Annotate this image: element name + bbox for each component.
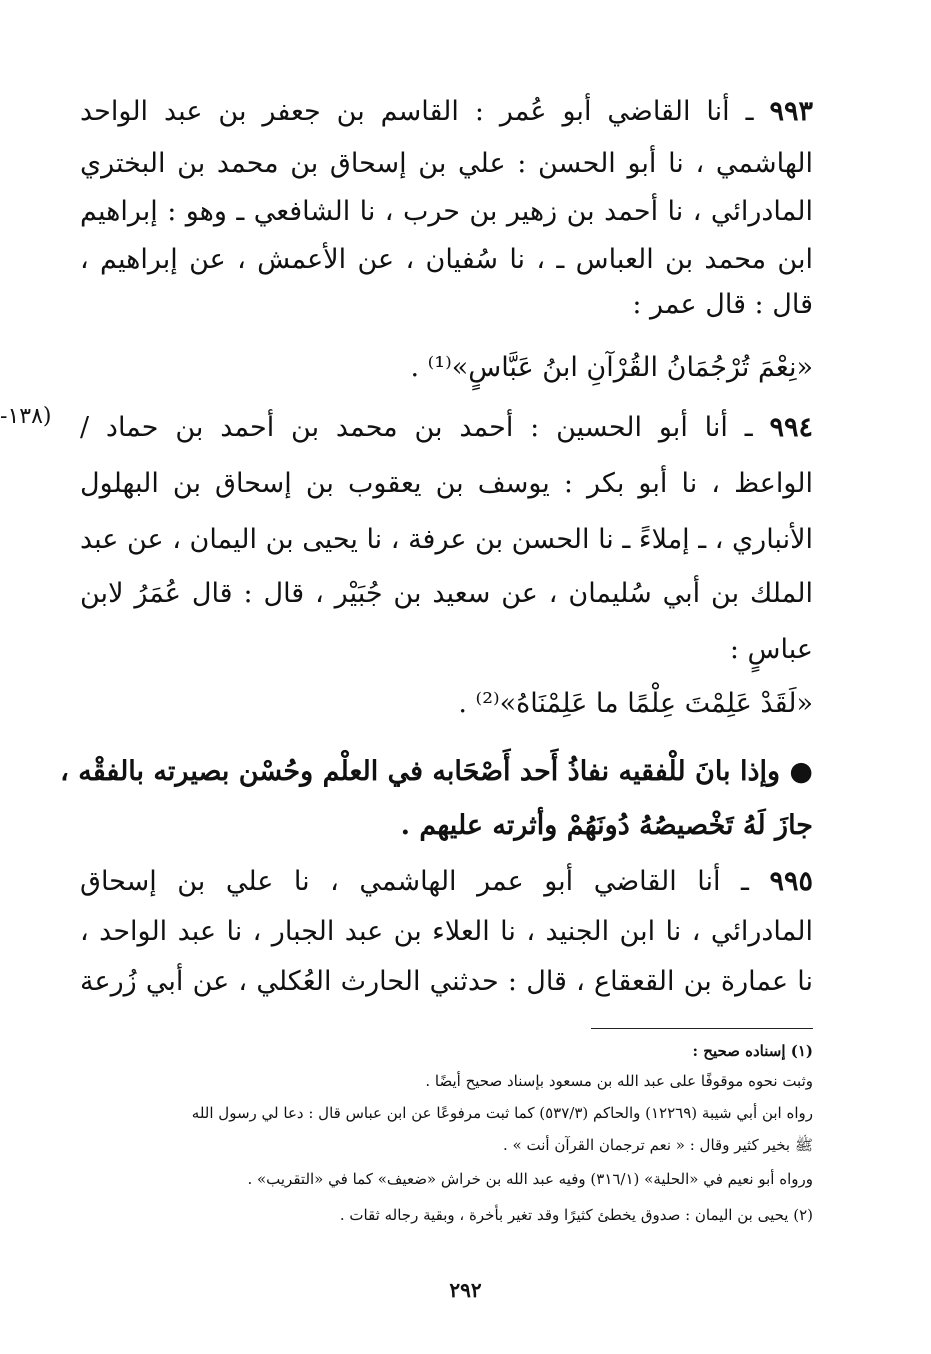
footnote-1-line-1: وثبت نحوه موقوفًا على عبد الله بن مسعود بإسناد صحيح أيضًا . [425, 1072, 813, 1090]
entry-993-line-4: ابن محمد بن العباس ـ ، نا سُفيان ، عن الأعمش ، عن إبراهيم ، [80, 244, 813, 275]
entry-994-line-3: الأنباري ، ـ إملاءً ـ نا الحسن بن عرفة ، نا يحيى بن اليمان ، عن عبد [79, 524, 813, 555]
footnote-1-line-2: رواه ابن أبي شيبة (١٢٢٦٩) والحاكم (٥٣٧/٣) كما ثبت مرفوعًا عن ابن عباس قال : دعا لي رسول الله [191, 1104, 813, 1122]
entry-994-line-1: ٩٩٤ ـ أنا أبو الحسين : أحمد بن محمد بن أحمد بن حماد / [80, 412, 813, 443]
chapter-heading-line-1: ● وإذا بانَ للْفقيه نفاذُ أَحد أَصْحَابه في العلْم وحُسْن بصيرته بالفقْه ، [60, 756, 813, 787]
chapter-heading-line-2: جازَ لَهُ تَخْصيصُهُ دُونَهُمْ وأثرته عليهم . [400, 810, 813, 841]
margin-page-reference: (١٣٨- [0, 404, 52, 429]
footnote-1-line-4: ورواه أبو نعيم في «الحلية» (٣١٦/١) وفيه عبد الله بن خراش «ضعيف» كما في «التقريب» . [247, 1170, 813, 1188]
entry-993-line-5: قال : قال عمر : [632, 289, 813, 320]
entry-number: ٩٩٤ [769, 412, 813, 443]
footnote-2: (٢) يحيى بن اليمان : صدوق يخطئ كثيرًا وقد تغير بأخرة ، وبقية رجاله ثقات . [339, 1206, 813, 1224]
entry-995-line-1: ٩٩٥ ـ أنا القاضي أبو عمر الهاشمي ، نا علي بن إسحاق [80, 866, 813, 897]
entry-995-line-2: المادرائي ، نا ابن الجنيد ، نا العلاء بن عبد الجبار ، نا عبد الواحد ، [80, 916, 813, 947]
entry-994-quote: «لَقَدْ عَلِمْتَ عِلْمًا ما عَلِمْنَاهُ»⁽²⁾ . [458, 688, 813, 719]
entry-number: ٩٩٣ [769, 96, 813, 127]
entry-995-line-3: نا عمارة بن القعقاع ، قال : حدثني الحارث العُكلي ، عن أبي زُرعة [80, 966, 813, 997]
entry-number: ٩٩٥ [769, 866, 813, 897]
entry-993-line-2: الهاشمي ، نا أبو الحسن : علي بن إسحاق بن محمد بن البختري [80, 148, 813, 179]
footnote-1-title: (١) إسناده صحيح : [692, 1042, 813, 1060]
footnote-1-line-3: ﷺ بخير كثير وقال : « نعم ترجمان القرآن أنت » . [503, 1136, 813, 1154]
footnote-divider [591, 1028, 813, 1029]
entry-994-line-2: الواعظ ، نا أبو بكر : يوسف بن يعقوب بن إسحاق بن البهلول [80, 468, 813, 499]
page-number: ٢٩٢ [449, 1278, 482, 1302]
entry-993-quote: «نِعْمَ تُرْجُمَانُ القُرْآنِ ابنُ عَبَّاسٍ»⁽¹⁾ . [410, 352, 813, 383]
entry-993-line-1: ٩٩٣ ـ أنا القاضي أبو عُمر : القاسم بن جعفر بن عبد الواحد [80, 96, 813, 127]
entry-994-line-4: الملك بن أبي سُليمان ، عن سعيد بن جُبَيْر ، قال : قال عُمَرُ لابن [80, 578, 813, 609]
entry-994-line-5: عباسٍ : [729, 634, 813, 665]
entry-993-line-3: المادرائي ، نا أحمد بن زهير بن حرب ، نا الشافعي ـ وهو : إبراهيم [80, 196, 813, 227]
